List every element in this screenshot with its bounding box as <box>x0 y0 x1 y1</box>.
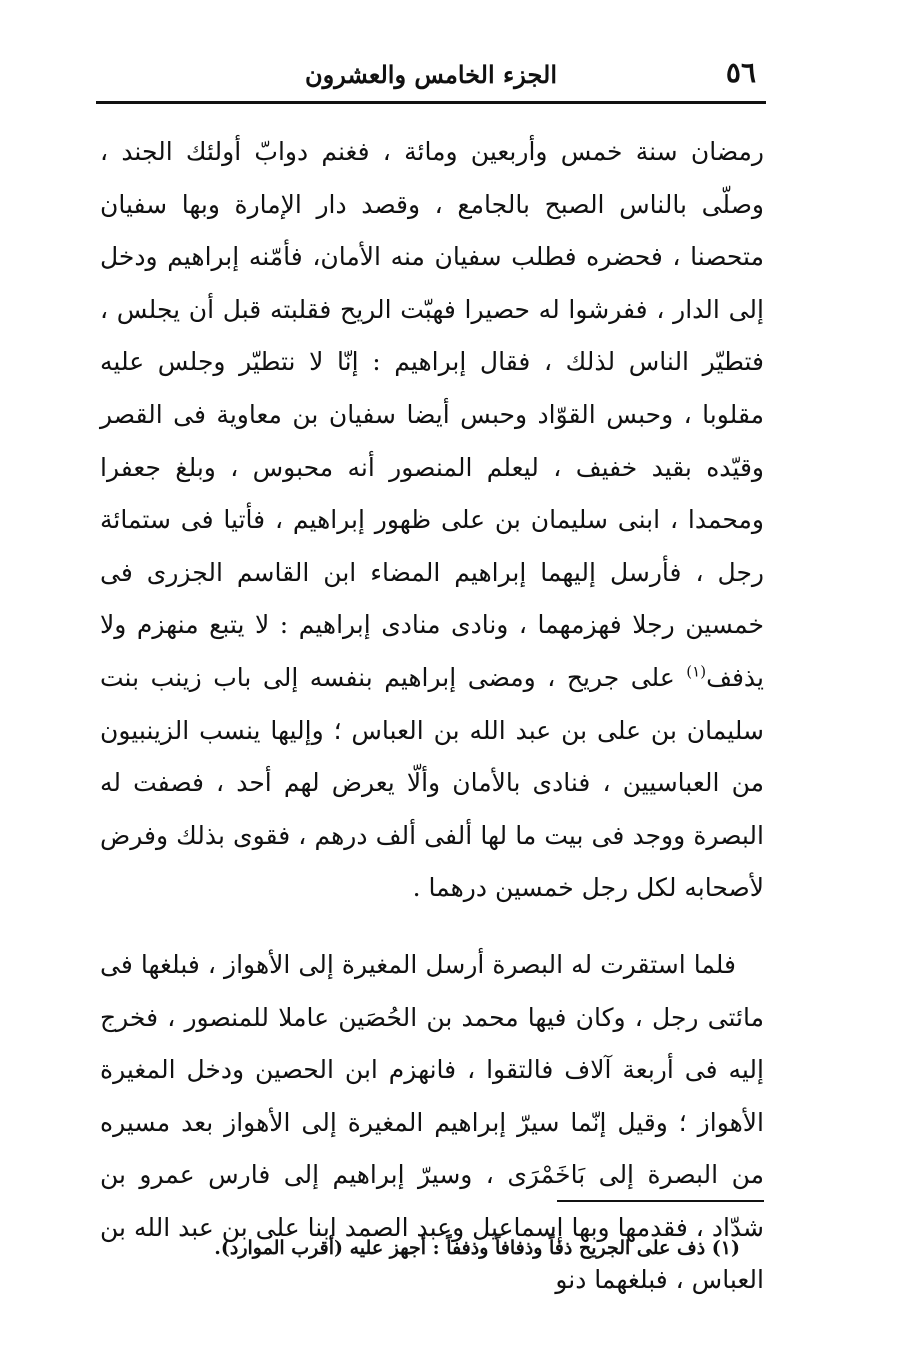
page-header <box>96 52 766 100</box>
footnote-reference: (١) <box>686 662 707 681</box>
paragraph-1-continuation: على جريح ، ومضى إبراهيم بنفسه إلى باب زينب بنت سليمان بن على بن عبد الله بن العباس ؛ وإليها ينسب الزينبيون من العباسيين ، فنادى بالأمان وألّا يعرض لهم أحد ، فصفت له البصرة ووجد فى بيت ما لها ألفى ألف درهم ، فقوى بذلك وفرض لأصحابه لكل رجل خمسين درهما . <box>100 662 765 903</box>
running-title: الجزء الخامس والعشرون <box>305 60 557 89</box>
paragraph-2: فلما استقرت له البصرة أرسل المغيرة إلى الأهواز ، فبلغها فى مائتى رجل ، وكان فيها محمد بن الحُصَين عاملا للمنصور ، فخرج إليه فى أربعة آلاف فالتقوا ، فانهزم ابن الحصين ودخل المغيرة الأهواز ؛ وقيل إنّما سيرّ إبراهيم المغيرة إلى الأهواز بعد مسيره من البصرة إلى بَاخَمْرَى ، وسيرّ إبراهيم إلى فارس عمرو بن شدّاد ، فقدمها وبها إسماعيل وعبد الصمد ابنا على بن عبد الله بن العباس ، فبلغهما دنو <box>100 949 764 1295</box>
footnote: (١) ذف على الجريح ذفاً وذفافاً وذففاً : أجهز عليه (أقرب الموارد). <box>214 1237 740 1259</box>
paragraph-1 <box>100 126 764 915</box>
paragraph-1-text: رمضان سنة خمس وأربعين ومائة ، فغنم دوابّ أولئك الجند ، وصلّى بالناس الصبح بالجامع ، وقصد دار الإمارة وبها سفيان متحصنا ، فحضره فطلب سفيان منه الأمان، فأمّنه إبراهيم ودخل إلى الدار ، ففرشوا له حصيرا فهبّت الريح فقلبته قبل أن يجلس ، فتطيّر الناس لذلك ، فقال إبراهيم : إنّا لا نتطيّر وجلس عليه مقلوبا ، وحبس القوّاد وحبس أيضا سفيان بن معاوية فى القصر وقيّده بقيد خفيف ، ليعلم المنصور أنه محبوس ، وبلغ جعفرا ومحمدا ، ابنى سليمان بن على ظهور إبراهيم ، فأتيا فى ستمائة رجل ، فأرسل إليهما إبراهيم المضاء ابن القاسم الجزرى فى خمسين رجلا فهزمهما ، ونادى منادى إبراهيم : لا يتبع منهزم ولا يذفف <box>100 137 764 692</box>
header-rule <box>96 101 766 104</box>
body-text <box>100 126 764 1307</box>
footnote-rule <box>557 1200 764 1202</box>
page-number: ٥٦ <box>725 56 756 89</box>
